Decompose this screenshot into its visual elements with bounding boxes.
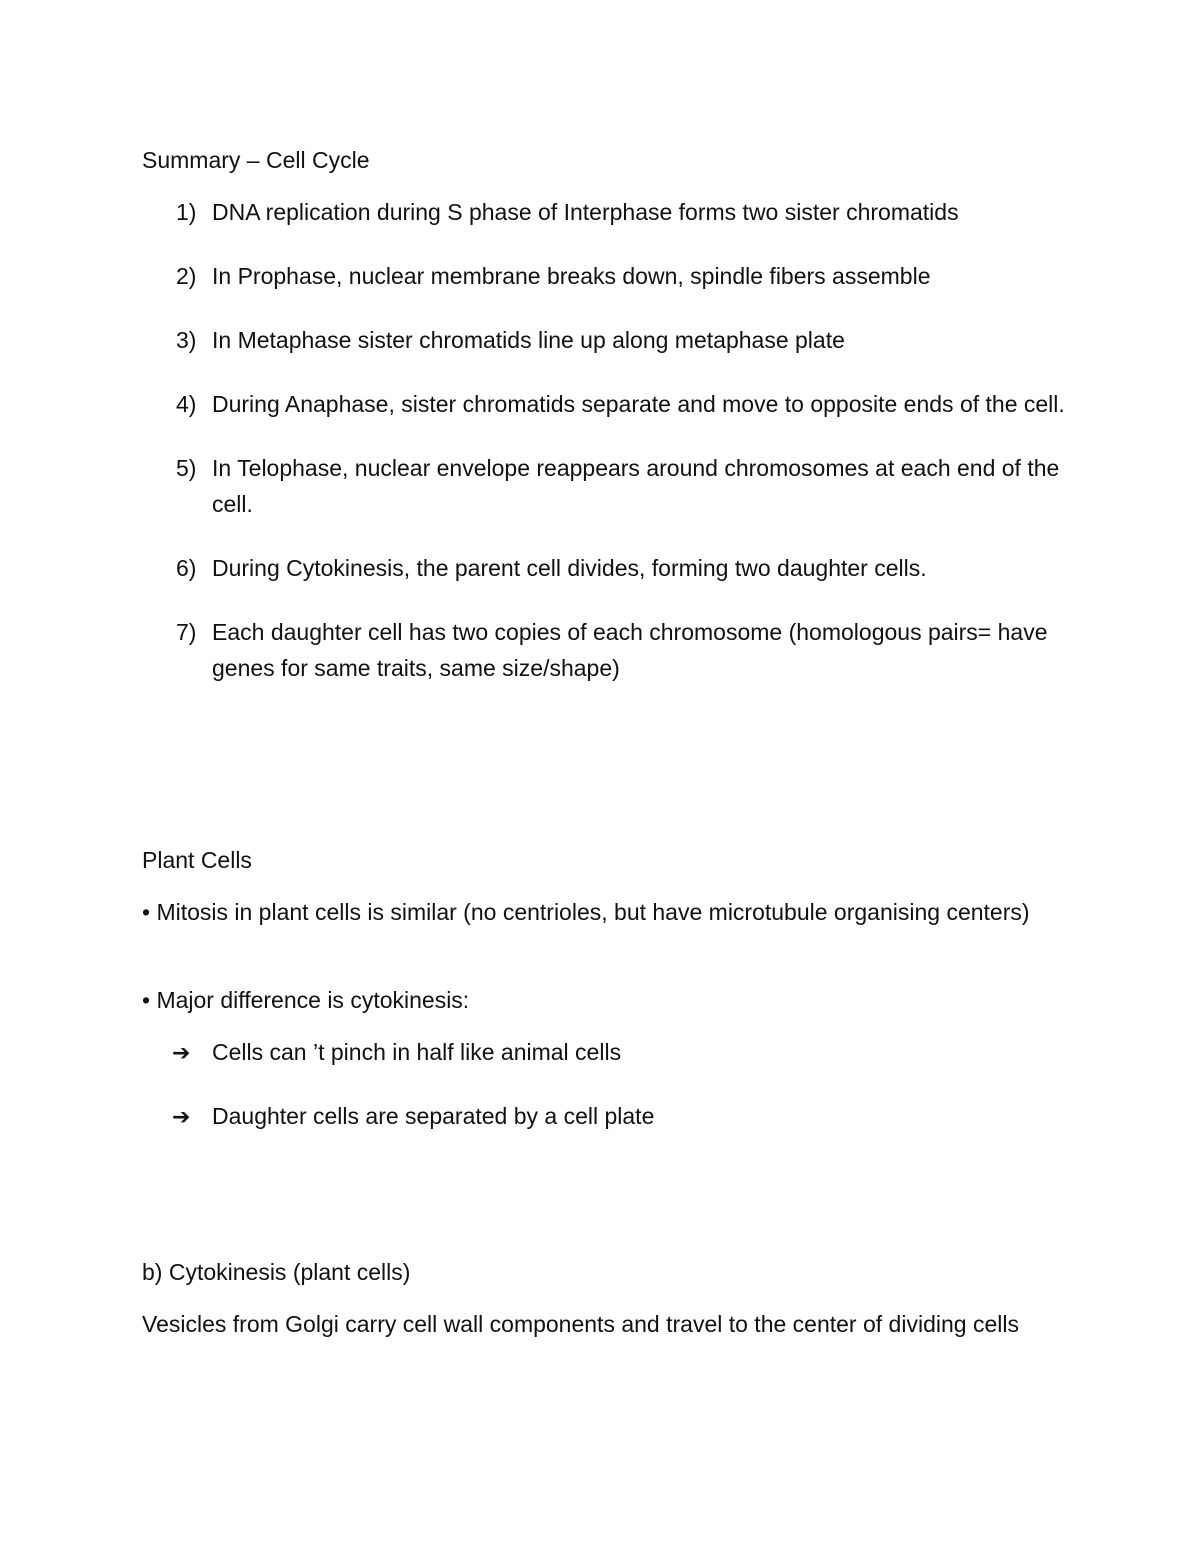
list-item-number: 4) <box>176 391 197 417</box>
summary-heading: Summary – Cell Cycle <box>142 147 370 173</box>
cytokinesis-text: Vesicles from Golgi carry cell wall components and travel to the center of dividing cells <box>142 1311 1019 1337</box>
arrow-list-item-text: Daughter cells are separated by a cell plate <box>212 1103 655 1129</box>
list-item <box>142 322 1072 358</box>
list-item-text: In Prophase, nuclear membrane breaks down, spindle fibers assemble <box>212 263 931 289</box>
list-item-number: 6) <box>176 555 197 581</box>
arrow-list-item-text: Cells can ’t pinch in half like animal cells <box>212 1039 622 1065</box>
cell-cycle-steps-list <box>142 194 1072 714</box>
list-item-text: In Telophase, nuclear envelope reappears around chromosomes at each end of the cell. <box>212 455 1060 517</box>
right-arrow-icon: ➔ <box>172 1041 191 1066</box>
plant-cells-bullet-difference: • Major difference is cytokinesis: <box>142 987 470 1013</box>
list-item-text: During Anaphase, sister chromatids separate and move to opposite ends of the cell. <box>212 391 1065 417</box>
list-item <box>142 386 1072 422</box>
list-item-text: DNA replication during S phase of Interphase forms two sister chromatids <box>212 199 959 225</box>
list-item <box>142 258 1072 294</box>
right-arrow-icon: ➔ <box>172 1105 191 1130</box>
list-item-text: During Cytokinesis, the parent cell divides, forming two daughter cells. <box>212 555 927 581</box>
list-item-number: 5) <box>176 455 197 481</box>
arrow-list-item <box>172 1098 1052 1136</box>
list-item <box>142 550 1072 586</box>
plant-cells-bullet-mitosis: • Mitosis in plant cells is similar (no centrioles, but have microtubule organising centers) <box>142 899 1030 925</box>
list-item <box>142 450 1072 522</box>
list-item-number: 1) <box>176 199 197 225</box>
list-item-number: 3) <box>176 327 197 353</box>
list-item-number: 7) <box>176 619 197 645</box>
plant-cells-heading: Plant Cells <box>142 847 252 873</box>
arrow-list-item <box>172 1034 1052 1072</box>
cytokinesis-heading: b) Cytokinesis (plant cells) <box>142 1259 411 1285</box>
list-item-number: 2) <box>176 263 197 289</box>
list-item <box>142 194 1072 230</box>
list-item-text: Each daughter cell has two copies of each chromosome (homologous pairs= have genes for same traits, same size/shape) <box>212 619 1048 681</box>
list-item-text: In Metaphase sister chromatids line up along metaphase plate <box>212 327 845 353</box>
list-item <box>142 614 1072 686</box>
